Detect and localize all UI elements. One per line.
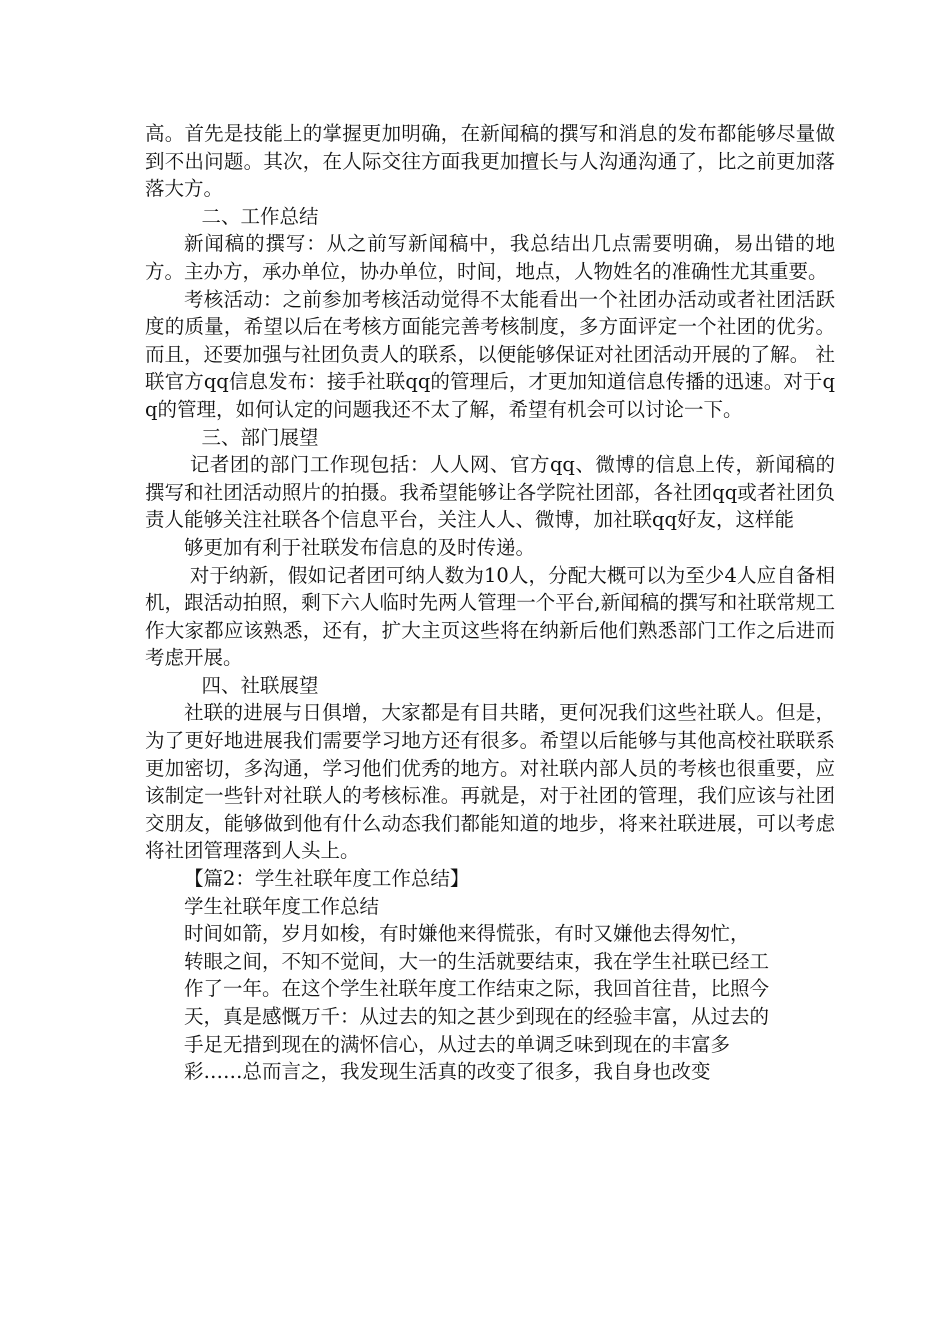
paragraph-reporter-team: 记者团的部门工作现包括：人人网、官方qq、微博的信息上传，新闻稿的撰写和社团活动照片的拍摄。我希望能够让各学院社团部，各社团qq或者社团负责人能够关注社联各个信息平台，关注人人、微博，加社联qq好友，这样能 xyxy=(145,453,835,532)
paragraph-changes: 彩……总而言之，我发现生活真的改变了很多，我自身也改变 xyxy=(184,1060,711,1084)
section-title-part2: 【篇2：学生社联年度工作总结】 xyxy=(184,867,470,891)
paragraph-blink-of-eye: 转眼之间，不知不觉间，大一的生活就要结束，我在学生社联已经工 xyxy=(184,949,770,973)
paragraph-time-flies: 时间如箭，岁月如梭，有时嫌他来得慌张，有时又嫌他去得匆忙， xyxy=(184,922,750,946)
heading-department-outlook: 三、部门展望 xyxy=(201,425,319,449)
paragraph-news-writing: 新闻稿的撰写：从之前写新闻稿中，我总结出几点需要明确，易出错的地方。主办方，承办单位，协办单位，时间，地点，人物姓名的准确性尤其重要。 xyxy=(145,232,835,283)
document-page xyxy=(145,120,835,1086)
paragraph-recruitment: 对于纳新，假如记者团可纳人数为10人，分配大概可以为至少4人应自备相机，跟活动拍照，剩下六人临时先两人管理一个平台,新闻稿的撰写和社联常规工作大家都应该熟悉，还有，扩大主页这些将在纳新后他们熟悉部门工作之后进而考虑开展。 xyxy=(145,563,835,670)
paragraph-intro-continuation: 高。首先是技能上的掌握更加明确，在新闻稿的撰写和消息的发布都能够尽量做到不出问题。其次，在人际交往方面我更加擅长与人沟通沟通了，比之前更加落落大方。 xyxy=(145,122,835,201)
paragraph-assessment: 考核活动：之前参加考核活动觉得不太能看出一个社团办活动或者社团活跃度的质量，希望以后在考核方面能完善考核制度，多方面评定一个社团的优劣。而且，还要加强与社团负责人的联系，以便能够保证对社团活动开展的了解。 社联官方qq信息发布：接手社联qq的管理后，才更加知道信息传播的迅速。对于qq的管理，如何认定的问题我还不太了解，希望有机会可以讨论一下。 xyxy=(145,287,835,421)
heading-union-outlook: 四、社联展望 xyxy=(201,673,319,697)
paragraph-one-year: 作了一年。在这个学生社联年度工作结束之际，我回首往昔，比照今 xyxy=(184,977,770,1001)
paragraph-reporter-team-cont: 够更加有利于社联发布信息的及时传递。 xyxy=(184,535,536,559)
paragraph-union-outlook: 社联的进展与日俱增，大家都是有目共睹，更何况我们这些社联人。但是，为了更好地进展我们需要学习地方还有很多。希望以后能够与其他高校社联联系更加密切，多沟通，学习他们优秀的地方。对社联内部人员的考核也很重要，应该制定一些针对社联人的考核标准。再就是，对于社团的管理，我们应该与社团交朋友，能够做到他有什么动态我们都能知道的地步，将来社联进展，可以考虑将社团管理落到人头上。 xyxy=(145,701,835,863)
section-subtitle: 学生社联年度工作总结 xyxy=(184,894,380,918)
paragraph-confidence: 手足无措到现在的满怀信心，从过去的单调乏味到现在的丰富多 xyxy=(184,1032,731,1056)
heading-work-summary: 二、工作总结 xyxy=(201,204,319,228)
paragraph-mixed-feelings: 天，真是感慨万千：从过去的知之甚少到现在的经验丰富，从过去的 xyxy=(184,1005,770,1028)
